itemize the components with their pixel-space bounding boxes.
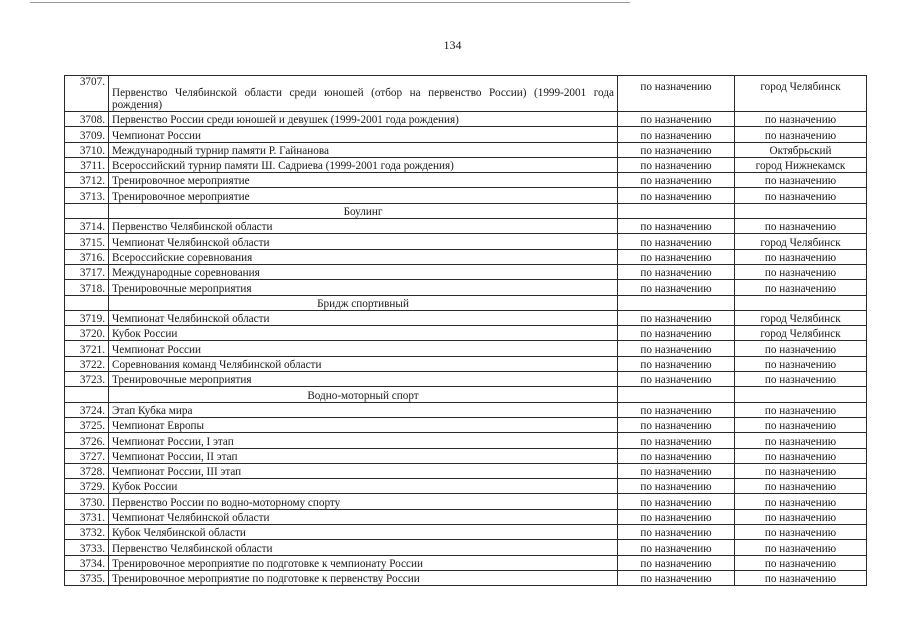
row-number: 3715. — [65, 234, 109, 249]
event-location: по назначению — [735, 372, 867, 387]
event-location: по назначению — [735, 417, 867, 432]
row-number: 3716. — [65, 249, 109, 264]
event-date: по назначению — [618, 402, 735, 417]
event-name: Тренировочное мероприятие — [109, 173, 618, 188]
table-row — [65, 448, 867, 463]
row-number: 3710. — [65, 142, 109, 157]
event-location: по назначению — [735, 525, 867, 540]
table-row — [65, 555, 867, 570]
section-header-row — [65, 203, 867, 218]
event-name: Первенство России по водно-моторному спорту — [109, 494, 618, 509]
table-row — [65, 341, 867, 356]
event-location: по назначению — [735, 219, 867, 234]
event-date: по назначению — [618, 127, 735, 142]
table-row — [65, 249, 867, 264]
table-row — [65, 127, 867, 142]
event-name: Чемпионат Челябинской области — [109, 509, 618, 524]
event-date: по назначению — [618, 433, 735, 448]
event-name: Соревнования команд Челябинской области — [109, 356, 618, 371]
row-number: 3729. — [65, 479, 109, 494]
event-location: по назначению — [735, 433, 867, 448]
event-date: по назначению — [618, 341, 735, 356]
table-row — [65, 188, 867, 203]
section-when-cell — [618, 295, 735, 310]
event-date: по назначению — [618, 173, 735, 188]
row-number: 3711. — [65, 157, 109, 172]
row-number: 3722. — [65, 356, 109, 371]
event-date: по назначению — [618, 448, 735, 463]
event-date: по назначению — [618, 112, 735, 127]
table-row — [65, 112, 867, 127]
event-date: по назначению — [618, 525, 735, 540]
event-location: по назначению — [735, 463, 867, 478]
table-row — [65, 525, 867, 540]
row-number: 3724. — [65, 402, 109, 417]
table-row — [65, 463, 867, 478]
event-date: по назначению — [618, 479, 735, 494]
table-row — [65, 494, 867, 509]
row-number: 3707. — [65, 76, 109, 112]
event-location: Октябрьский — [735, 142, 867, 157]
section-where-cell — [735, 387, 867, 402]
event-location: по назначению — [735, 494, 867, 509]
event-name: Первенство Челябинской области — [109, 219, 618, 234]
table-row — [65, 142, 867, 157]
row-number: 3731. — [65, 509, 109, 524]
event-date: по назначению — [618, 570, 735, 585]
event-date: по назначению — [618, 417, 735, 432]
event-location: по назначению — [735, 112, 867, 127]
table-row — [65, 356, 867, 371]
row-number: 3718. — [65, 280, 109, 295]
table-row — [65, 509, 867, 524]
section-header-row — [65, 295, 867, 310]
event-date: по назначению — [618, 219, 735, 234]
event-name: Чемпионат России — [109, 127, 618, 142]
event-location: по назначению — [735, 540, 867, 555]
event-name: Тренировочное мероприятие — [109, 188, 618, 203]
event-name: Всероссийские соревнования — [109, 249, 618, 264]
event-location: город Челябинск — [735, 310, 867, 325]
event-date: по назначению — [618, 509, 735, 524]
event-date: по назначению — [618, 249, 735, 264]
event-name: Тренировочное мероприятие по подготовке к чемпионату России — [109, 555, 618, 570]
event-name: Тренировочные мероприятия — [109, 372, 618, 387]
section-number-cell — [65, 203, 109, 218]
event-location: по назначению — [735, 249, 867, 264]
event-name: Чемпионат России, I этап — [109, 433, 618, 448]
event-date: по назначению — [618, 463, 735, 478]
event-date: по назначению — [618, 356, 735, 371]
event-name: Чемпионат России, III этап — [109, 463, 618, 478]
event-date: по назначению — [618, 142, 735, 157]
table-row — [65, 402, 867, 417]
table-row — [65, 570, 867, 585]
event-location: по назначению — [735, 479, 867, 494]
table-row — [65, 157, 867, 172]
page-number: 134 — [443, 38, 462, 52]
event-location: город Челябинск — [735, 234, 867, 249]
table-row — [65, 264, 867, 279]
row-number: 3733. — [65, 540, 109, 555]
event-date: по назначению — [618, 280, 735, 295]
event-name: Чемпионат Европы — [109, 417, 618, 432]
event-name: Кубок России — [109, 479, 618, 494]
row-number: 3714. — [65, 219, 109, 234]
row-number: 3721. — [65, 341, 109, 356]
event-location: по назначению — [735, 402, 867, 417]
event-name: Тренировочное мероприятие по подготовке к первенству России — [109, 570, 618, 585]
event-name: Этап Кубка мира — [109, 402, 618, 417]
scan-top-rule — [30, 2, 630, 3]
event-location: по назначению — [735, 173, 867, 188]
event-date: по назначению — [618, 264, 735, 279]
event-date: по назначению — [618, 555, 735, 570]
table-row — [65, 326, 867, 341]
table-row — [65, 479, 867, 494]
event-location: город Челябинск — [735, 76, 867, 112]
section-where-cell — [735, 203, 867, 218]
event-date: по назначению — [618, 188, 735, 203]
section-number-cell — [65, 387, 109, 402]
row-number: 3728. — [65, 463, 109, 478]
event-name: Кубок Челябинской области — [109, 525, 618, 540]
section-header-row — [65, 387, 867, 402]
row-number: 3709. — [65, 127, 109, 142]
row-number: 3727. — [65, 448, 109, 463]
row-number: 3725. — [65, 417, 109, 432]
row-number: 3708. — [65, 112, 109, 127]
table-row — [65, 417, 867, 432]
event-location: по назначению — [735, 188, 867, 203]
row-number: 3730. — [65, 494, 109, 509]
table-row — [65, 310, 867, 325]
event-date: по назначению — [618, 372, 735, 387]
event-name: Чемпионат Челябинской области — [109, 234, 618, 249]
table-row — [65, 280, 867, 295]
event-location: по назначению — [735, 264, 867, 279]
row-number: 3726. — [65, 433, 109, 448]
section-where-cell — [735, 295, 867, 310]
event-location: по назначению — [735, 356, 867, 371]
section-number-cell — [65, 295, 109, 310]
event-date: по назначению — [618, 234, 735, 249]
row-number: 3723. — [65, 372, 109, 387]
table-row — [65, 540, 867, 555]
event-date: по назначению — [618, 494, 735, 509]
event-date: по назначению — [618, 326, 735, 341]
section-title: Боулинг — [109, 203, 618, 218]
event-name: Международный турнир памяти Р. Гайнанова — [109, 142, 618, 157]
events-table-body — [65, 76, 867, 586]
event-name: Всероссийский турнир памяти Ш. Садриева (1999-2001 года рождения) — [109, 157, 618, 172]
event-date: по назначению — [618, 310, 735, 325]
events-table — [64, 75, 867, 586]
table-row — [65, 433, 867, 448]
event-location: по назначению — [735, 555, 867, 570]
row-number: 3735. — [65, 570, 109, 585]
table-row — [65, 76, 867, 112]
event-name: Международные соревнования — [109, 264, 618, 279]
table-row — [65, 372, 867, 387]
event-name: Первенство Челябинской области среди юношей (отбор на первенство России) (1999-2001 года рождения) — [109, 76, 618, 112]
event-date: по назначению — [618, 76, 735, 112]
event-location: город Нижнекамск — [735, 157, 867, 172]
section-title: Водно-моторный спорт — [109, 387, 618, 402]
event-location: город Челябинск — [735, 326, 867, 341]
event-location: по назначению — [735, 341, 867, 356]
event-date: по назначению — [618, 540, 735, 555]
event-name: Чемпионат России — [109, 341, 618, 356]
table-row — [65, 173, 867, 188]
table-row — [65, 234, 867, 249]
row-number: 3717. — [65, 264, 109, 279]
event-name: Чемпионат Челябинской области — [109, 310, 618, 325]
row-number: 3734. — [65, 555, 109, 570]
event-location: по назначению — [735, 448, 867, 463]
row-number: 3719. — [65, 310, 109, 325]
event-location: по назначению — [735, 127, 867, 142]
event-date: по назначению — [618, 157, 735, 172]
event-name: Чемпионат России, II этап — [109, 448, 618, 463]
section-title: Бридж спортивный — [109, 295, 618, 310]
event-name: Тренировочные мероприятия — [109, 280, 618, 295]
event-location: по назначению — [735, 570, 867, 585]
row-number: 3732. — [65, 525, 109, 540]
event-name: Первенство России среди юношей и девушек (1999-2001 года рождения) — [109, 112, 618, 127]
event-location: по назначению — [735, 509, 867, 524]
event-name: Кубок России — [109, 326, 618, 341]
row-number: 3713. — [65, 188, 109, 203]
event-location: по назначению — [735, 280, 867, 295]
table-row — [65, 219, 867, 234]
section-when-cell — [618, 203, 735, 218]
section-when-cell — [618, 387, 735, 402]
row-number: 3720. — [65, 326, 109, 341]
row-number: 3712. — [65, 173, 109, 188]
event-name: Первенство Челябинской области — [109, 540, 618, 555]
